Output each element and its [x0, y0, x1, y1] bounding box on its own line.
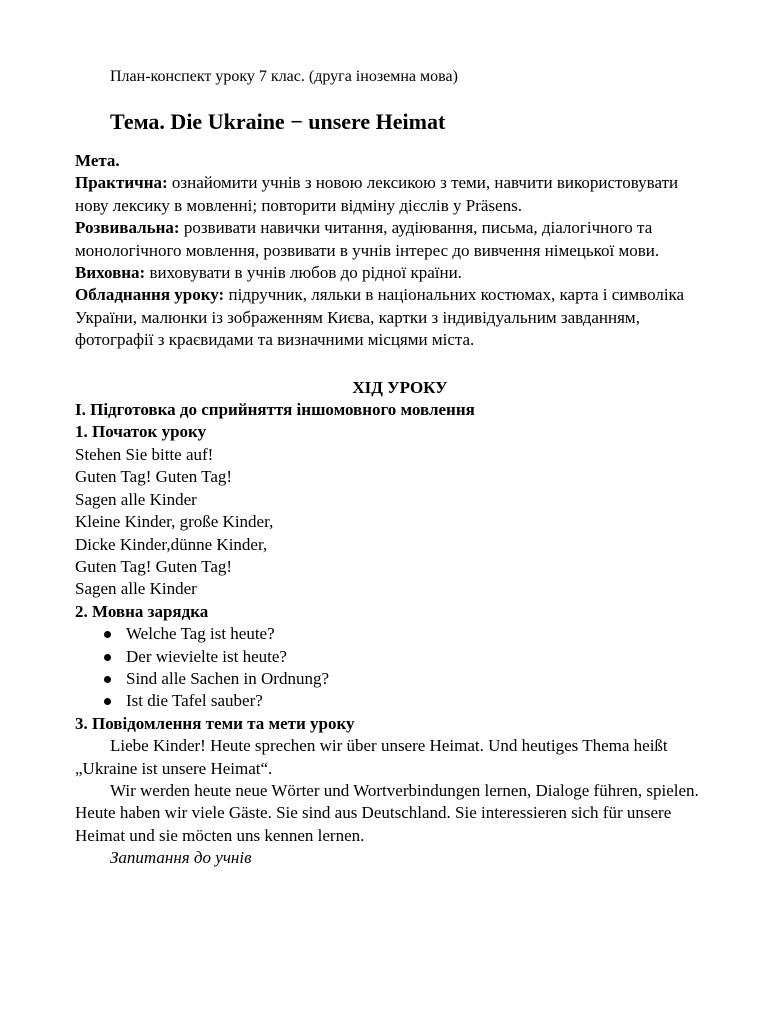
- poem-line: Sagen alle Kinder: [75, 489, 197, 509]
- bullet-icon: [104, 698, 111, 705]
- lesson-equipment: [75, 284, 715, 351]
- greeting-poem: [75, 444, 715, 601]
- goal-text: розвивати навички читання, аудіювання, письма, діалогічного та монологічного мовлення, розвивати в учнів інтерес до вивчення німецької мови.: [75, 218, 660, 260]
- question-text: Sind alle Sachen in Ordnung?: [126, 668, 330, 688]
- question-text: Welche Tag ist heute?: [126, 624, 275, 644]
- lesson-title: Тема. Die Ukraine − unsere Heimat: [110, 109, 446, 134]
- goal-heading: Мета.: [75, 151, 120, 170]
- goal-educational: [75, 262, 715, 284]
- poem-line: Dicke Kinder,dünne Kinder,: [75, 534, 268, 554]
- part-1-heading: І. Підготовка до сприйняття іншомовного мовлення: [75, 400, 475, 420]
- list-item: [75, 668, 715, 690]
- goal-label: Розвивальна:: [75, 218, 180, 238]
- goals-section: [75, 150, 715, 352]
- intro-paragraph-1: Liebe Kinder! Heute sprechen wir über unsere Heimat. Und heutiges Thema heißt „Ukraine ist unsere Heimat“.: [75, 736, 668, 778]
- goal-text: підручник, ляльки в національних костюмах, карта і символіка України, малюнки із зображенням Києва, картки з індивідуальним завданням, фотографії з краєвидами та визначними місцями міста.: [75, 285, 685, 350]
- poem-line: Sagen alle Kinder: [75, 579, 197, 599]
- goal-label: Виховна:: [75, 263, 146, 283]
- goal-text: виховувати в учнів любов до рідної країни.: [145, 263, 462, 283]
- question-text: Ist die Tafel sauber?: [126, 691, 263, 711]
- step-3-heading: 3. Повідомлення теми та мети уроку: [75, 713, 355, 733]
- lesson-procedure-heading: ХІД УРОКУ: [352, 377, 448, 397]
- goal-label: Обладнання уроку:: [75, 285, 225, 305]
- intro-paragraph-2: Wir werden heute neue Wörter und Wortverbindungen lernen, Dialoge führen, spielen. Heute haben wir viele Gäste. Sie sind aus Deutschland. Sie interessieren sich für unsere Heimat und sie möcten uns kennen lernen.: [75, 780, 699, 845]
- goal-text: ознайомити учнів з новою лексикою з теми, навчити використовувати нову лексику в мовленні; повторити відміну дієслів у Präsens.: [75, 173, 679, 215]
- poem-line: Guten Tag! Guten Tag!: [75, 556, 233, 576]
- lesson-plan-header: План-конспект уроку 7 клас. (друга іноземна мова): [110, 68, 458, 85]
- bullet-icon: [104, 676, 111, 683]
- list-item: [75, 623, 715, 645]
- list-item: [75, 646, 715, 668]
- step-2-heading: 2. Мовна зарядка: [75, 601, 209, 621]
- bullet-icon: [104, 654, 111, 661]
- poem-line: Guten Tag! Guten Tag!: [75, 467, 233, 487]
- poem-line: Kleine Kinder, große Kinder,: [75, 512, 274, 532]
- document-page: [75, 66, 715, 870]
- goal-practical: [75, 172, 715, 217]
- questions-note: Запитання до учнів: [110, 848, 252, 868]
- step-1-heading: 1. Початок уроку: [75, 422, 207, 442]
- list-item: [75, 690, 715, 712]
- warmup-question-list: [75, 623, 715, 713]
- poem-line: Stehen Sie bitte auf!: [75, 444, 214, 464]
- goal-developmental: [75, 217, 715, 262]
- bullet-icon: [104, 631, 111, 638]
- question-text: Der wievielte ist heute?: [126, 646, 287, 666]
- goal-label: Практична:: [75, 173, 168, 193]
